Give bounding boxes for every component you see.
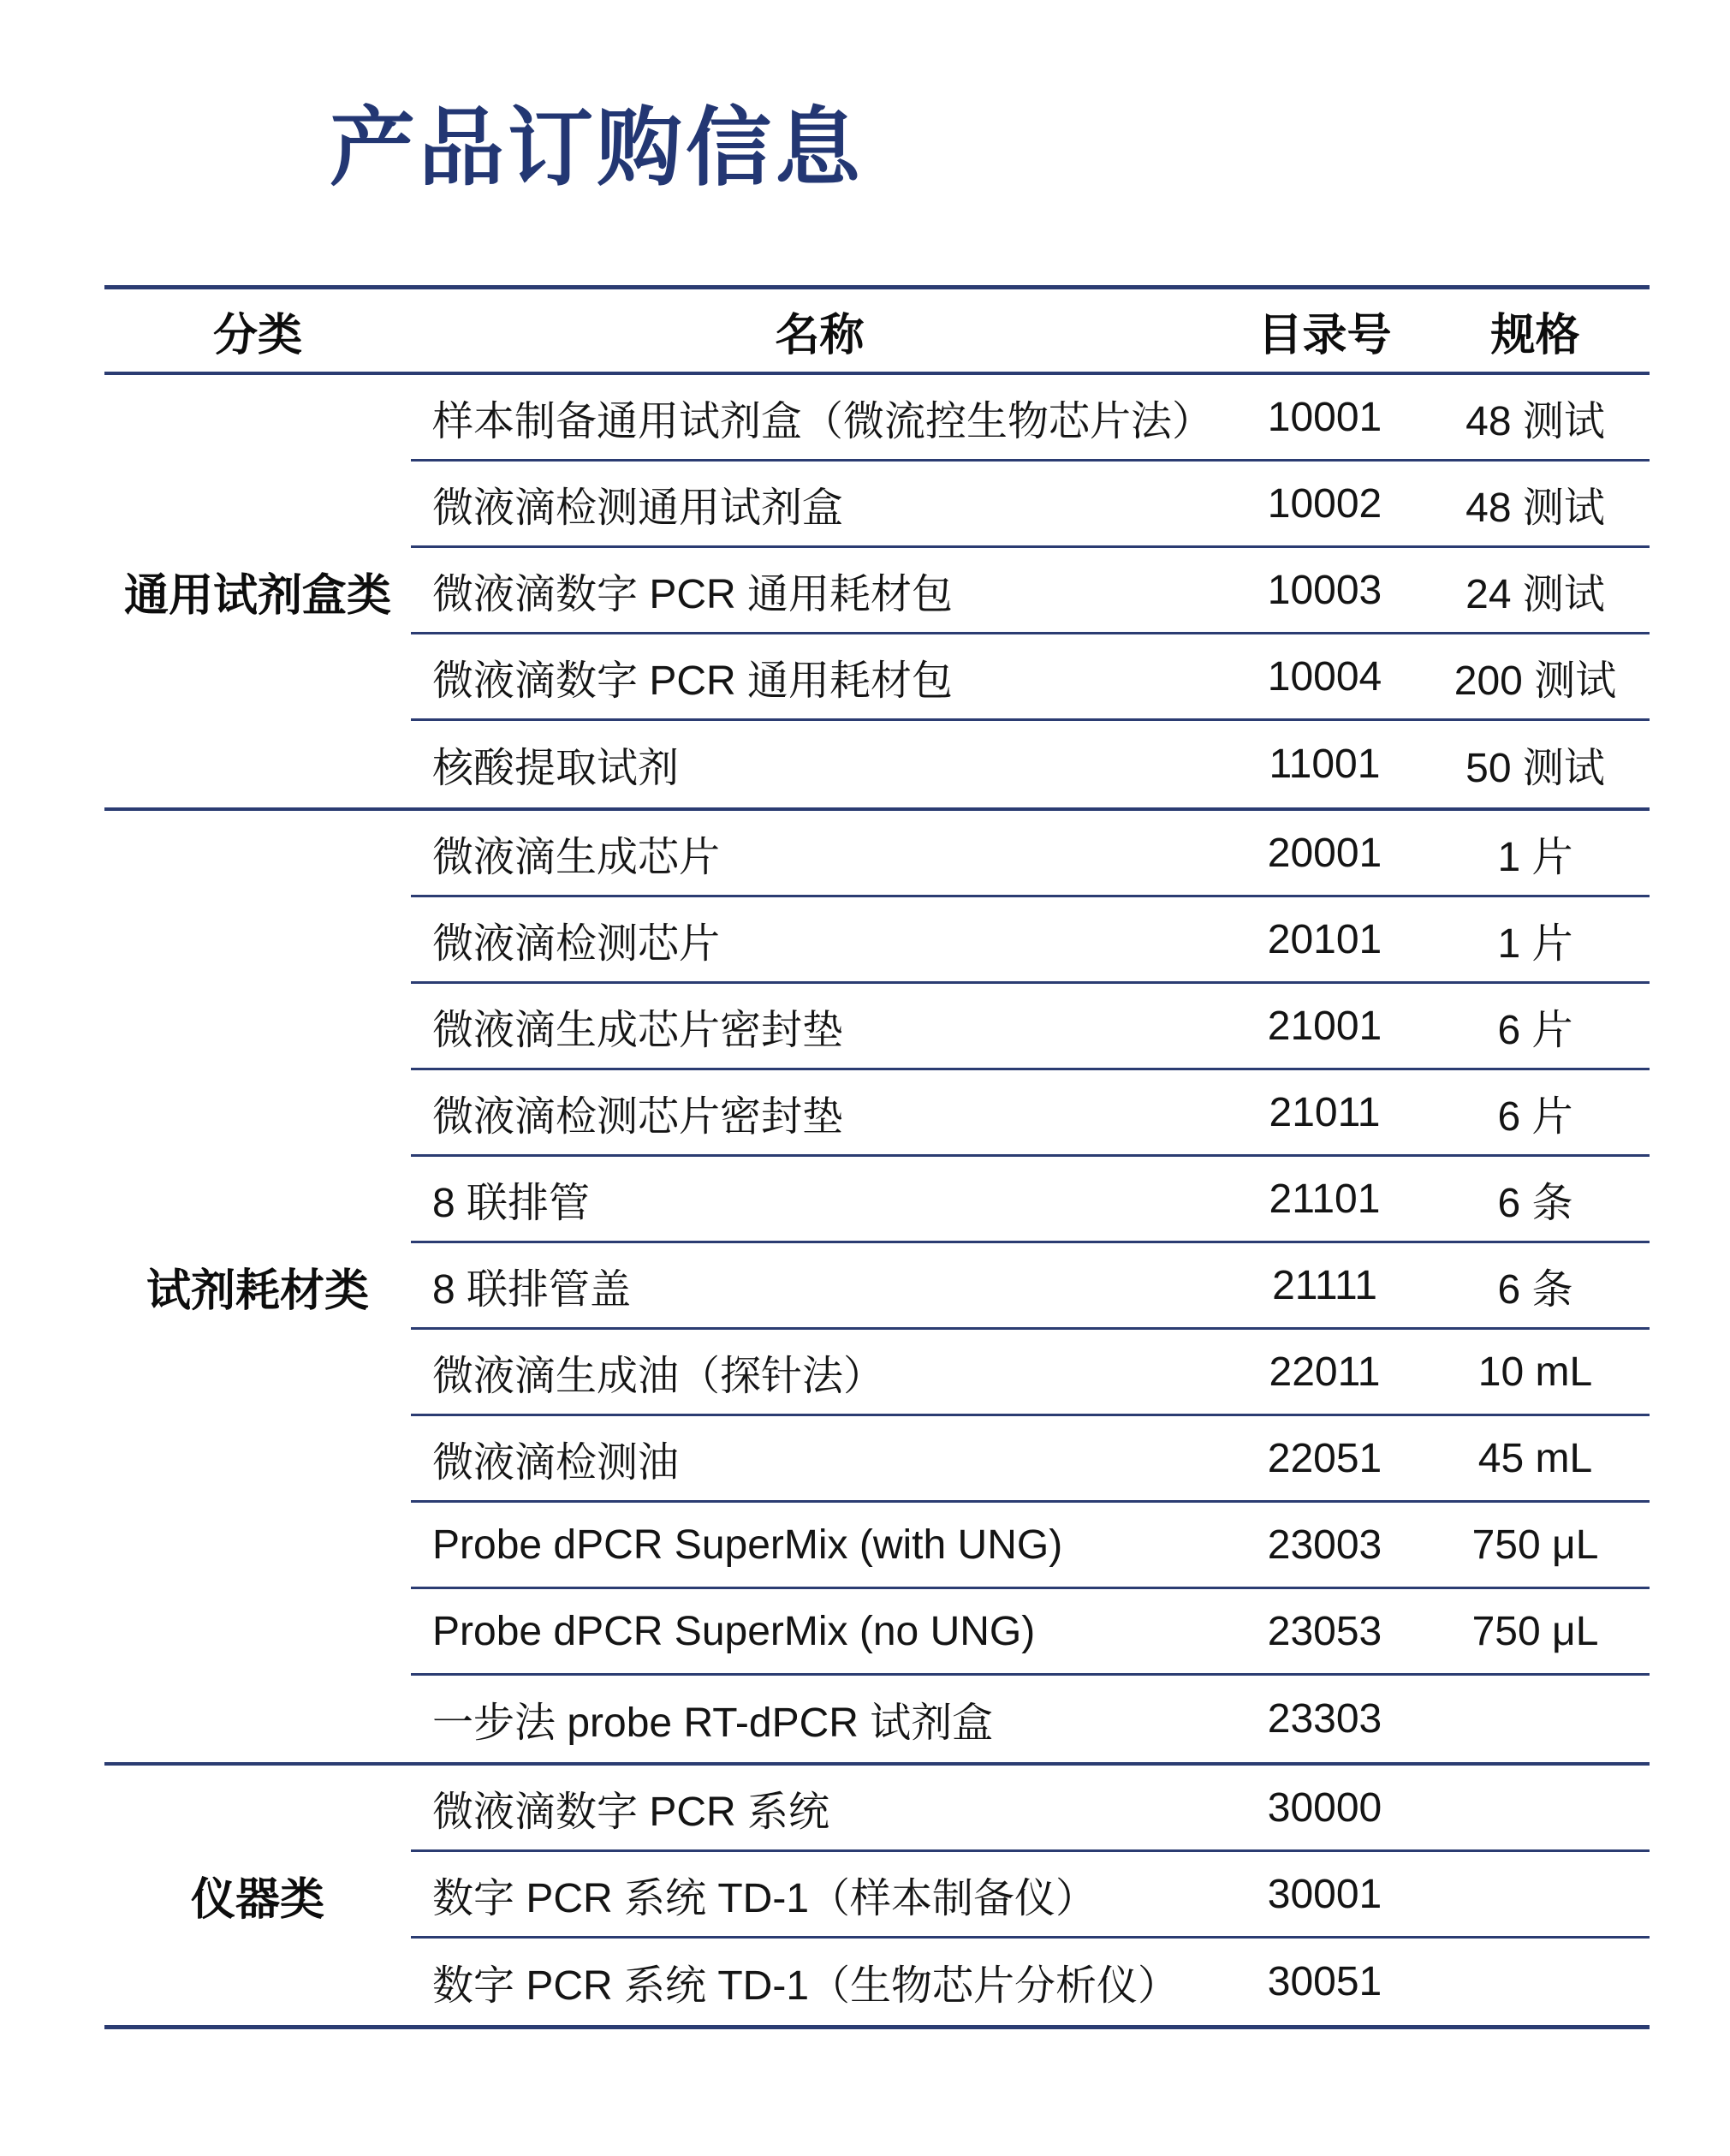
spec-cell: 6 片 bbox=[1497, 1007, 1573, 1053]
product-name-cell: 微液滴生成芯片密封垫 bbox=[432, 1007, 844, 1053]
product-name-cell: 8 联排管盖 bbox=[432, 1266, 632, 1313]
spec-cell: 6 条 bbox=[1497, 1266, 1573, 1313]
table-row bbox=[411, 1416, 1650, 1503]
category-label: 仪器类 bbox=[190, 1875, 324, 1925]
spec-cell: 750 μL bbox=[1471, 1522, 1599, 1568]
category-rows bbox=[411, 1766, 1650, 2025]
catalog-number-cell: 23303 bbox=[1267, 1696, 1382, 1742]
table-row bbox=[411, 1852, 1650, 1939]
spec-cell: 24 测试 bbox=[1465, 571, 1605, 617]
table-row bbox=[411, 897, 1650, 984]
table-row bbox=[411, 1330, 1650, 1416]
spec-cell: 6 条 bbox=[1497, 1180, 1573, 1226]
catalog-number-cell: 10002 bbox=[1267, 480, 1382, 527]
category-label: 试剂耗材类 bbox=[146, 1266, 369, 1316]
spec-cell: 45 mL bbox=[1477, 1435, 1593, 1481]
spec-cell: 50 测试 bbox=[1465, 746, 1605, 791]
catalog-number-cell: 11001 bbox=[1269, 741, 1381, 787]
product-name-cell: 微液滴生成油（探针法） bbox=[432, 1353, 885, 1399]
table-row bbox=[411, 1243, 1650, 1330]
table-header-row bbox=[104, 289, 1650, 375]
spec-cell: 200 测试 bbox=[1454, 658, 1617, 704]
product-order-table bbox=[104, 285, 1650, 2029]
product-name-cell: Probe dPCR SuperMix (with UNG) bbox=[432, 1522, 1063, 1568]
table-row bbox=[411, 634, 1650, 721]
catalog-number-cell: 23053 bbox=[1267, 1608, 1382, 1654]
table-row bbox=[411, 1070, 1650, 1157]
table-row bbox=[411, 721, 1650, 807]
product-name-cell: 样本制备通用试剂盒（微流控生物芯片法） bbox=[432, 398, 1214, 444]
page-title: 产品订购信息 bbox=[330, 100, 864, 196]
product-name-cell: 核酸提取试剂 bbox=[432, 746, 680, 791]
table-row bbox=[411, 1939, 1650, 2025]
spec-cell: 48 测试 bbox=[1465, 485, 1605, 531]
product-name-cell: 微液滴数字 PCR 通用耗材包 bbox=[432, 658, 954, 704]
spec-cell: 48 测试 bbox=[1465, 398, 1605, 444]
header-catalog: 目录号 bbox=[1257, 310, 1392, 360]
table-row bbox=[411, 984, 1650, 1070]
spec-cell: 1 片 bbox=[1497, 834, 1573, 880]
category-group bbox=[104, 1766, 1650, 2025]
catalog-number-cell: 21101 bbox=[1269, 1176, 1381, 1222]
spec-cell: 750 μL bbox=[1471, 1608, 1599, 1654]
catalog-number-cell: 10003 bbox=[1267, 567, 1382, 613]
header-name: 名称 bbox=[775, 310, 865, 360]
category-group bbox=[104, 811, 1650, 1766]
table-row bbox=[411, 548, 1650, 634]
catalog-number-cell: 30001 bbox=[1267, 1871, 1382, 1917]
catalog-number-cell: 20101 bbox=[1267, 916, 1382, 962]
table-row bbox=[411, 1503, 1650, 1589]
catalog-number-cell: 30000 bbox=[1267, 1784, 1382, 1831]
category-label: 通用试剂盒类 bbox=[123, 571, 391, 621]
product-name-cell: 数字 PCR 系统 TD-1（样本制备仪） bbox=[432, 1875, 1097, 1921]
catalog-number-cell: 22051 bbox=[1267, 1435, 1382, 1481]
table-row bbox=[411, 1766, 1650, 1852]
catalog-number-cell: 21011 bbox=[1269, 1089, 1381, 1135]
table-row bbox=[411, 375, 1650, 462]
table-row bbox=[411, 1157, 1650, 1243]
product-name-cell: 微液滴检测通用试剂盒 bbox=[432, 485, 844, 531]
catalog-number-cell: 21001 bbox=[1267, 1003, 1382, 1049]
product-name-cell: 微液滴生成芯片 bbox=[432, 834, 721, 880]
product-name-cell: 微液滴数字 PCR 通用耗材包 bbox=[432, 571, 954, 617]
table-row bbox=[411, 1589, 1650, 1676]
spec-cell: 6 片 bbox=[1497, 1093, 1573, 1140]
catalog-number-cell: 10004 bbox=[1267, 653, 1382, 700]
product-name-cell: 数字 PCR 系统 TD-1（生物芯片分析仪） bbox=[432, 1963, 1180, 2009]
header-spec: 规格 bbox=[1490, 310, 1580, 360]
spec-cell: 10 mL bbox=[1477, 1349, 1593, 1395]
product-name-cell: 微液滴检测芯片密封垫 bbox=[432, 1093, 844, 1140]
category-rows bbox=[411, 375, 1650, 807]
product-name-cell: Probe dPCR SuperMix (no UNG) bbox=[432, 1608, 1036, 1654]
product-name-cell: 一步法 probe RT-dPCR 试剂盒 bbox=[432, 1700, 994, 1746]
spec-cell: 1 片 bbox=[1497, 920, 1573, 967]
table-row bbox=[411, 462, 1650, 548]
header-category: 分类 bbox=[212, 310, 302, 360]
table-body bbox=[104, 375, 1650, 2025]
product-name-cell: 微液滴数字 PCR 系统 bbox=[432, 1789, 830, 1835]
catalog-number-cell: 21111 bbox=[1272, 1262, 1377, 1308]
catalog-number-cell: 30051 bbox=[1267, 1959, 1382, 2004]
table-row bbox=[411, 1676, 1650, 1762]
catalog-number-cell: 10001 bbox=[1267, 394, 1382, 440]
product-name-cell: 微液滴检测芯片 bbox=[432, 920, 721, 967]
table-row bbox=[411, 811, 1650, 897]
catalog-number-cell: 23003 bbox=[1267, 1522, 1382, 1568]
catalog-number-cell: 22011 bbox=[1269, 1349, 1381, 1395]
product-name-cell: 8 联排管 bbox=[432, 1180, 591, 1226]
product-name-cell: 微液滴检测油 bbox=[432, 1439, 680, 1486]
category-group bbox=[104, 375, 1650, 811]
catalog-number-cell: 20001 bbox=[1267, 830, 1382, 876]
category-rows bbox=[411, 811, 1650, 1762]
